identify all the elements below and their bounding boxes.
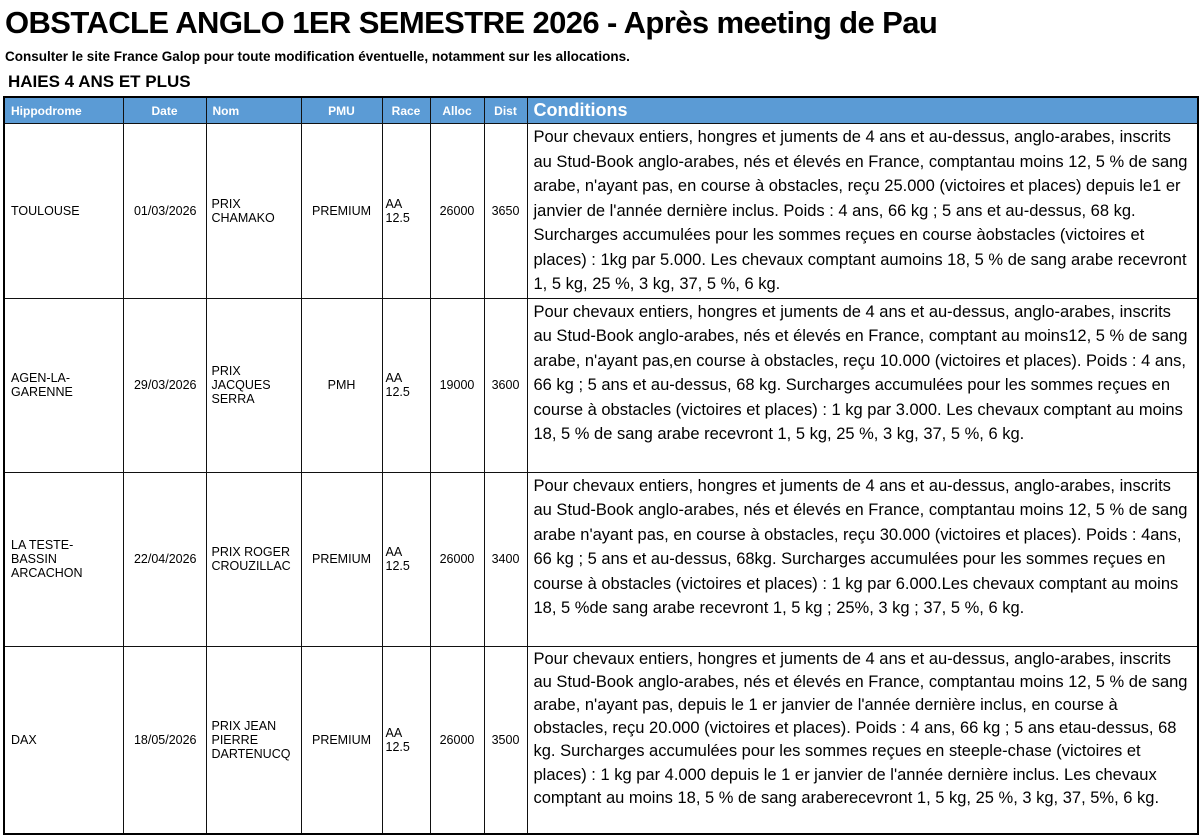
table-header-row xyxy=(4,97,1198,124)
cell-conditions: Pour chevaux entiers, hongres et juments de 4 ans et au-dessus, anglo-arabes, inscrits au Stud-Book anglo-arabes, nés et élevés en France, comptantau moins 12, 5 % de sang arabe, n'ayant pas, depuis le 1 er janvier de l'année dernière inclus, en course à obstacles, reçu 20.000 (victoires et places). Poids : 4 ans, 66 kg ; 5 ans etau-dessus, 68 kg. Surcharges accumulées pour les sommes reçues en steeple-chase (victoires et places) : 1 kg par 4.000 depuis le 1 er janvier de l'année dernière inclus. Les chevaux comptant au moins 18, 5 % de sang araberecevront 1, 5 kg, 25 %, 3 kg, 37, 5%, 6 kg. xyxy=(527,646,1198,834)
cell-hippodrome: TOULOUSE xyxy=(4,124,123,299)
races-table xyxy=(3,96,1199,835)
cell-hippodrome: DAX xyxy=(4,646,123,834)
table-row-toulouse xyxy=(4,124,1198,299)
column-header-pmu: PMU xyxy=(301,97,382,124)
table-row-dax xyxy=(4,646,1198,834)
cell-alloc: 26000 xyxy=(430,124,484,299)
cell-dist: 3500 xyxy=(484,646,527,834)
column-header-dist: Dist xyxy=(484,97,527,124)
table-row-la-teste xyxy=(4,472,1198,646)
page-subtitle: Consulter le site France Galop pour toute modification éventuelle, notamment sur les allocations. xyxy=(5,49,630,64)
cell-race: AA 12.5 xyxy=(382,472,430,646)
cell-nom: PRIX CHAMAKO xyxy=(206,124,301,299)
cell-hippodrome: AGEN-LA-GARENNE xyxy=(4,298,123,472)
cell-nom: PRIX ROGER CROUZILLAC xyxy=(206,472,301,646)
cell-dist: 3650 xyxy=(484,124,527,299)
cell-race: AA 12.5 xyxy=(382,298,430,472)
cell-nom: PRIX JEAN PIERRE DARTENUCQ xyxy=(206,646,301,834)
cell-conditions: Pour chevaux entiers, hongres et juments de 4 ans et au-dessus, anglo-arabes, inscrits au Stud-Book anglo-arabes, nés et élevés en France, comptantau moins 12, 5 % de sang arabe, n'ayant pas, en course à obstacles, reçu 25.000 (victoires et places) depuis le1 er janvier de l'année dernière inclus. Poids : 4 ans, 66 kg ; 5 ans et au-dessus, 68 kg. Surcharges accumulées pour les sommes reçues en course àobstacles (victoires et places) : 1kg par 5.000. Les chevaux comptant aumoins 18, 5 % de sang arabe recevront 1, 5 kg, 25 %, 3 kg, 37, 5 %, 6 kg. xyxy=(527,124,1198,299)
column-header-nom: Nom xyxy=(206,97,301,124)
column-header-conditions: Conditions xyxy=(527,97,1198,124)
cell-date: 29/03/2026 xyxy=(123,298,206,472)
column-header-race: Race xyxy=(382,97,430,124)
column-header-hippodrome: Hippodrome xyxy=(4,97,123,124)
cell-alloc: 26000 xyxy=(430,646,484,834)
column-header-alloc: Alloc xyxy=(430,97,484,124)
cell-pmu: PREMIUM xyxy=(301,124,382,299)
cell-pmu: PREMIUM xyxy=(301,646,382,834)
cell-nom: PRIX JACQUES SERRA xyxy=(206,298,301,472)
cell-conditions: Pour chevaux entiers, hongres et juments de 4 ans et au-dessus, anglo-arabes, inscrits au Stud-Book anglo-arabes, nés et élevés en France, comptant au moins12, 5 % de sang arabe, n'ayant pas,en course à obstacles, reçu 10.000 (victoires et places). Poids : 4 ans, 66 kg ; 5 ans et au-dessus, 68 kg. Surcharges accumulées pour les sommes reçues en course à obstacles (victoires et places) : 1 kg par 3.000. Les chevaux comptant au moins 18, 5 % de sang arabe recevront 1, 5 kg, 25 %, 3 kg, 37, 5 %, 6 kg. xyxy=(527,298,1198,472)
cell-hippodrome: LA TESTE-BASSIN ARCACHON xyxy=(4,472,123,646)
cell-conditions: Pour chevaux entiers, hongres et juments de 4 ans et au-dessus, anglo-arabes, inscrits au Stud-Book anglo-arabes, nés et élevés en France, comptantau moins 12, 5 % de sang arabe n'ayant pas, en course à obstacles, reçu 30.000 (victoires et places). Poids : 4ans, 66 kg ; 5 ans et au-dessus, 68kg. Surcharges accumulées pour les sommes reçues en course à obstacles (victoires et places) : 1 kg par 6.000.Les chevaux comptant au moins 18, 5 %de sang arabe recevront 1, 5 kg ; 25%, 3 kg ; 37, 5 %, 6 kg. xyxy=(527,472,1198,646)
cell-date: 01/03/2026 xyxy=(123,124,206,299)
cell-date: 18/05/2026 xyxy=(123,646,206,834)
table-row-agen xyxy=(4,298,1198,472)
cell-dist: 3400 xyxy=(484,472,527,646)
column-header-date: Date xyxy=(123,97,206,124)
cell-race: AA 12.5 xyxy=(382,646,430,834)
cell-dist: 3600 xyxy=(484,298,527,472)
cell-alloc: 19000 xyxy=(430,298,484,472)
cell-race: AA 12.5 xyxy=(382,124,430,299)
cell-pmu: PREMIUM xyxy=(301,472,382,646)
cell-date: 22/04/2026 xyxy=(123,472,206,646)
section-heading: HAIES 4 ANS ET PLUS xyxy=(8,72,191,91)
cell-alloc: 26000 xyxy=(430,472,484,646)
page-title: OBSTACLE ANGLO 1ER SEMESTRE 2026 - Après meeting de Pau xyxy=(5,5,938,40)
cell-pmu: PMH xyxy=(301,298,382,472)
